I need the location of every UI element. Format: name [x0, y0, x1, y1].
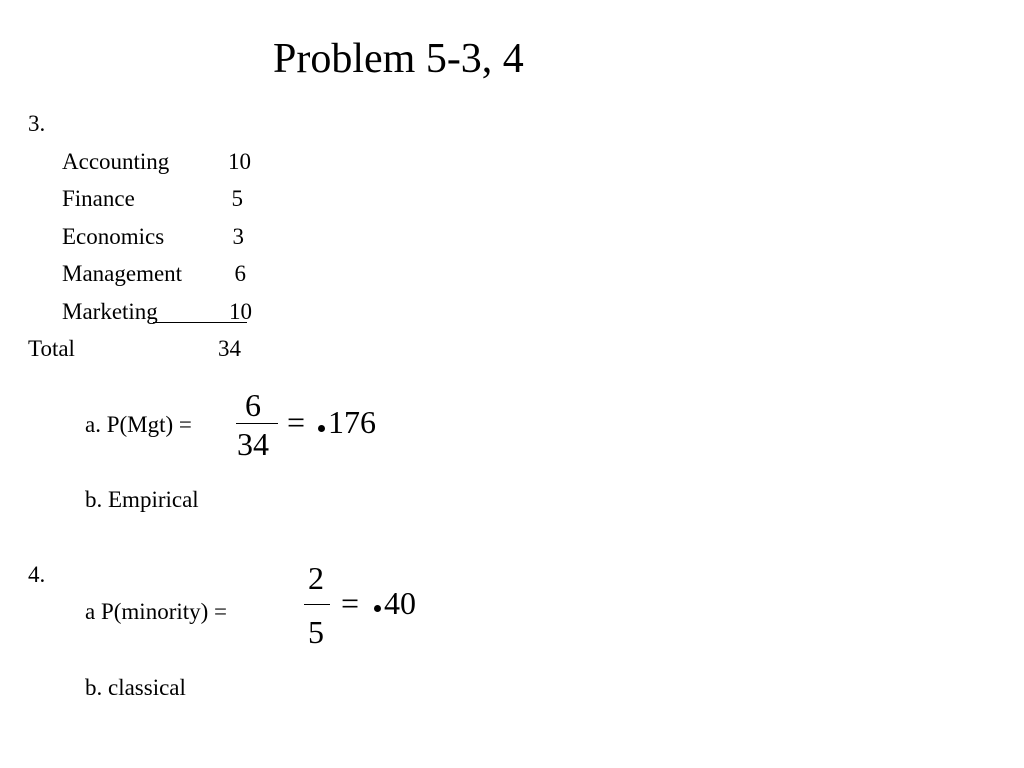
fraction-bar	[304, 604, 330, 605]
decimal-point	[374, 605, 381, 612]
fraction-numerator: 6	[245, 387, 261, 423]
page-title: Problem 5-3, 4	[273, 36, 524, 82]
fraction-result: 176	[328, 404, 376, 440]
problem-3a-label: a. P(Mgt) =	[85, 412, 192, 437]
table-row-value: 10	[228, 149, 251, 174]
table-row-value: 5	[231, 186, 243, 211]
fraction-denominator: 34	[237, 426, 269, 462]
sum-underline	[153, 322, 247, 323]
table-row-value: 3	[232, 224, 244, 249]
table-row-value: 10	[229, 299, 252, 324]
problem-4-number: 4.	[28, 562, 46, 587]
fraction-denominator: 5	[308, 614, 324, 650]
table-row-label: Marketing	[62, 299, 158, 324]
equals-sign: =	[287, 404, 306, 440]
problem-4b-answer: b. classical	[85, 675, 186, 700]
total-label: Total	[28, 336, 75, 361]
total-value: 34	[218, 336, 241, 361]
fraction-result: 40	[384, 585, 416, 621]
decimal-point	[318, 425, 325, 432]
problem-4a-label: a P(minority) =	[85, 599, 228, 624]
table-row-label: Finance	[62, 186, 135, 211]
table-row-label: Management	[62, 261, 183, 286]
problem-3b-answer: b. Empirical	[85, 487, 199, 512]
fraction-numerator: 2	[308, 560, 324, 596]
table-row-label: Economics	[62, 224, 165, 249]
problem-3-number: 3.	[28, 111, 46, 136]
table-row-label: Accounting	[62, 149, 170, 174]
table-row-value: 6	[234, 261, 246, 286]
fraction-bar	[236, 423, 278, 424]
equals-sign: =	[341, 585, 360, 621]
